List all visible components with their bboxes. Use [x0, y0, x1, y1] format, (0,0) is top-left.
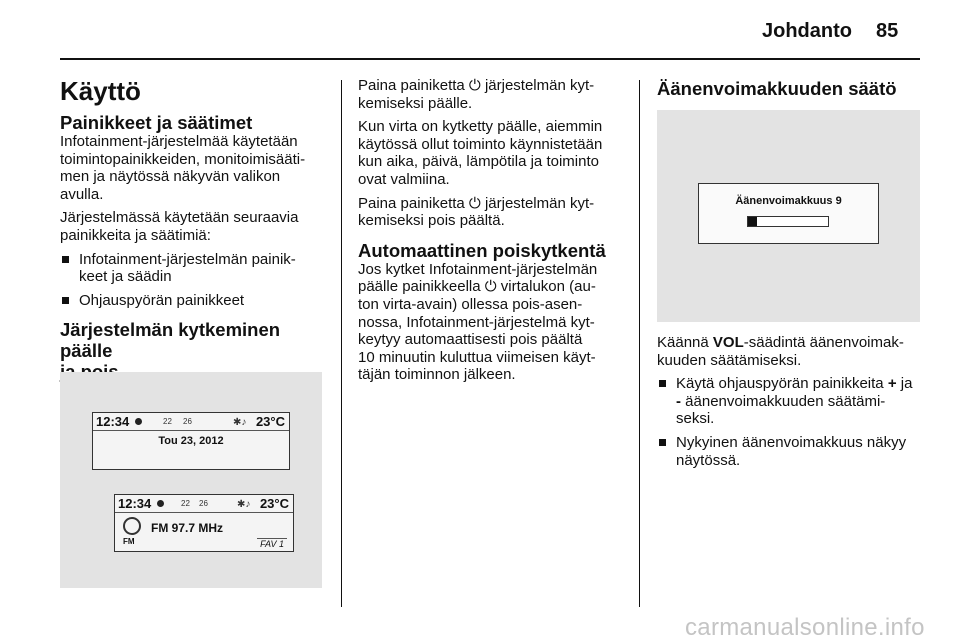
bluetooth-icon: ✱♪	[233, 417, 247, 428]
volume-level	[748, 217, 757, 226]
vol-knob-label: VOL	[712, 334, 744, 351]
bullet-square-icon	[659, 439, 666, 446]
column-divider-2	[639, 80, 640, 607]
column-2	[358, 77, 628, 390]
page-number: 85	[876, 20, 899, 42]
status-bar: 12:34 22 26 ✱♪ 23°C	[93, 413, 289, 431]
main-heading: Käyttö	[60, 76, 141, 106]
watermark: carmanualsonline.info	[685, 614, 925, 641]
volume-bar	[747, 216, 829, 227]
page-header	[0, 0, 960, 58]
source-icon	[135, 418, 142, 425]
subheading-volume: Äänenvoimakkuuden säätö	[657, 78, 897, 99]
subheading-power: Järjestelmän kytkeminen päälle	[60, 319, 281, 362]
temperature: 23°C	[259, 496, 289, 511]
bullet-square-icon	[62, 256, 69, 263]
subheading-auto-off: Automaattinen poiskytkentä	[358, 239, 606, 261]
display-figure	[60, 372, 322, 588]
column-1	[60, 76, 332, 382]
list-item: Ohjauspyörän painikkeet	[60, 292, 332, 310]
clock: 12:34	[96, 414, 130, 429]
power-on-paragraph: Paina painiketta ⏻ järjestelmän kyt- kemiseksi päälle.	[358, 77, 595, 112]
display-screen-2	[114, 494, 294, 552]
display-screen-1	[92, 412, 290, 470]
bluetooth-icon: ✱♪	[237, 499, 251, 510]
volume-paragraph: Käännä VOL-säädintä äänenvoimak- kuuden säätämiseksi.	[657, 334, 904, 369]
temperature: 23°C	[255, 414, 285, 429]
header-divider	[60, 58, 920, 60]
list-item: Infotainment-järjestelmän painik- keet ja säädin	[60, 251, 332, 286]
column-divider-1	[341, 80, 342, 607]
list-item: Nykyinen äänenvoimakkuus näkyy näytössä.	[657, 434, 927, 469]
favourite-label: FAV 1	[257, 538, 287, 549]
column-3	[657, 78, 923, 99]
resume-paragraph: Kun virta on kytketty päälle, aiemmin käytössä ollut toiminto käynnistetään kun aika, päivä, lämpötila ja toiminto ovat valmiina.	[358, 118, 603, 188]
status-bar: 12:34 22 26 ✱♪ 23°C	[115, 495, 293, 513]
volume-label: Äänenvoimakkuus 9	[735, 195, 842, 207]
controls-paragraph: Järjestelmässä käytetään seuraavia painikkeita ja säätimiä:	[60, 209, 299, 244]
section-title: Johdanto	[762, 20, 852, 42]
power-off-paragraph: Paina painiketta ⏻ järjestelmän kyt- kemiseksi pois päältä.	[358, 194, 595, 230]
intro-paragraph: Infotainment-järjestelmää käytetään toimintopainikkeiden, monitoimisääti- men ja näytössä näkyvän valikon avulla.	[60, 133, 306, 203]
list-item: Käytä ohjauspyörän painikkeita + ja - äänenvoimakkuuden säätämi- seksi.	[657, 375, 927, 428]
station-label: FM 97.7 MHz	[151, 521, 224, 535]
band-label: FM	[123, 537, 135, 546]
clock: 12:34	[118, 496, 152, 511]
auto-off-paragraph: Jos kytket Infotainment-järjestelmän päälle painikkeella ⏻ virtalukon (au- ton virta-avain) ollessa pois-asen- nossa, Infotainment-järjestelmä kyt- keytyy automaattisesti pois päältä 10 minuutin kuluttua viimeisen käyt- täjän toiminnon jälkeen.	[358, 260, 598, 384]
antenna-icon	[123, 517, 141, 535]
subheading-controls: Painikkeet ja säätimet	[60, 112, 253, 133]
date-label: Tou 23, 2012	[158, 435, 224, 447]
source-icon	[157, 500, 164, 507]
bullet-square-icon	[62, 297, 69, 304]
bullet-square-icon	[659, 380, 666, 387]
volume-figure	[657, 110, 920, 322]
volume-display	[698, 183, 879, 244]
column-3-text	[657, 334, 927, 475]
